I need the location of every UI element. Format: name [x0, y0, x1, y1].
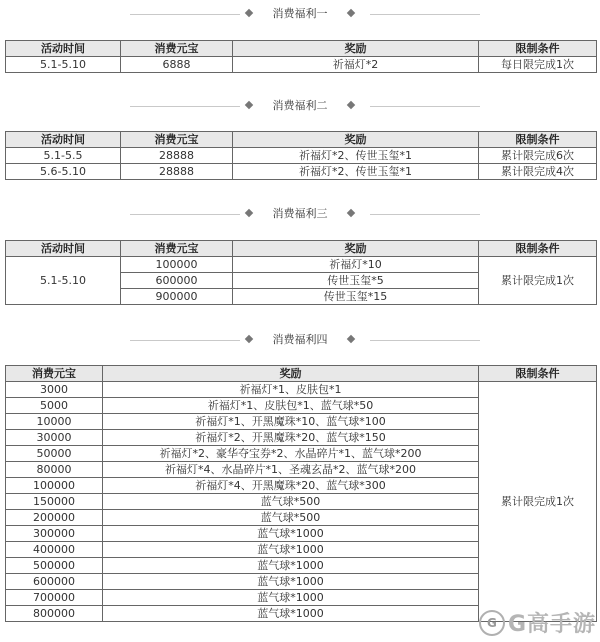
table-2 — [5, 131, 597, 180]
cell-amount: 3000 — [6, 382, 103, 398]
cell-amount: 500000 — [6, 558, 103, 574]
col-header-time: 活动时间 — [6, 132, 121, 148]
col-header-limit: 限制条件 — [479, 41, 597, 57]
cell-reward: 祈福灯*2、开黑魔珠*20、蓝气球*150 — [103, 430, 479, 446]
cell-reward: 祈福灯*10 — [233, 257, 479, 273]
cell-amount: 600000 — [6, 574, 103, 590]
table-header-row — [6, 132, 597, 148]
cell-amount: 80000 — [6, 462, 103, 478]
watermark — [479, 607, 596, 638]
table-row — [6, 57, 597, 73]
col-header-reward: 奖励 — [103, 366, 479, 382]
table-1 — [5, 40, 597, 73]
cell-amount: 5000 — [6, 398, 103, 414]
section-title-text: 消费福利一 — [272, 7, 328, 20]
cell-limit: 累计限完成1次 — [479, 257, 597, 305]
table-row — [6, 148, 597, 164]
col-header-amount: 消费元宝 — [121, 241, 233, 257]
section-title-2 — [0, 96, 600, 116]
cell-reward: 传世玉玺*5 — [233, 273, 479, 289]
col-header-time: 活动时间 — [6, 241, 121, 257]
cell-amount: 28888 — [121, 164, 233, 180]
table-row — [6, 257, 597, 273]
cell-limit: 累计限完成6次 — [479, 148, 597, 164]
cell-reward: 传世玉玺*15 — [233, 289, 479, 305]
col-header-time: 活动时间 — [6, 41, 121, 57]
cell-amount: 300000 — [6, 526, 103, 542]
cell-reward: 蓝气球*1000 — [103, 606, 479, 622]
gaoshou-logo-icon: G — [479, 610, 505, 636]
cell-reward: 祈福灯*2、传世玉玺*1 — [233, 148, 479, 164]
cell-amount: 10000 — [6, 414, 103, 430]
col-header-amount: 消费元宝 — [121, 41, 233, 57]
cell-reward: 蓝气球*1000 — [103, 574, 479, 590]
cell-reward: 祈福灯*2、豪华夺宝券*2、水晶碎片*1、蓝气球*200 — [103, 446, 479, 462]
cell-amount: 100000 — [121, 257, 233, 273]
cell-time: 5.6-5.10 — [6, 164, 121, 180]
cell-amount: 6888 — [121, 57, 233, 73]
section-title-4 — [0, 330, 600, 350]
cell-reward: 蓝气球*1000 — [103, 558, 479, 574]
cell-amount: 30000 — [6, 430, 103, 446]
col-header-limit: 限制条件 — [479, 132, 597, 148]
section-title-text: 消费福利三 — [272, 207, 328, 220]
table-header-row — [6, 41, 597, 57]
col-header-amount: 消费元宝 — [121, 132, 233, 148]
cell-amount: 200000 — [6, 510, 103, 526]
table-3 — [5, 240, 597, 305]
section-title-text: 消费福利二 — [272, 99, 328, 112]
col-header-limit: 限制条件 — [479, 241, 597, 257]
cell-amount: 700000 — [6, 590, 103, 606]
cell-amount: 100000 — [6, 478, 103, 494]
cell-reward: 祈福灯*4、开黑魔珠*20、蓝气球*300 — [103, 478, 479, 494]
cell-limit: 累计限完成4次 — [479, 164, 597, 180]
cell-reward: 蓝气球*500 — [103, 510, 479, 526]
cell-limit: 累计限完成1次 — [479, 382, 597, 622]
cell-reward: 蓝气球*1000 — [103, 542, 479, 558]
section-title-text: 消费福利四 — [272, 333, 328, 346]
cell-amount: 50000 — [6, 446, 103, 462]
watermark-text: G高手游 — [507, 612, 596, 637]
cell-reward: 祈福灯*1、皮肤包*1、蓝气球*50 — [103, 398, 479, 414]
section-title-3 — [0, 204, 600, 224]
section-title-1 — [0, 4, 600, 24]
col-header-reward: 奖励 — [233, 241, 479, 257]
table-row — [6, 164, 597, 180]
cell-reward: 蓝气球*1000 — [103, 526, 479, 542]
table-header-row — [6, 366, 597, 382]
col-header-amount: 消费元宝 — [6, 366, 103, 382]
table-row — [6, 382, 597, 398]
cell-amount: 150000 — [6, 494, 103, 510]
cell-amount: 28888 — [121, 148, 233, 164]
cell-amount: 400000 — [6, 542, 103, 558]
cell-limit: 每日限完成1次 — [479, 57, 597, 73]
cell-reward: 祈福灯*4、水晶碎片*1、圣魂玄晶*2、蓝气球*200 — [103, 462, 479, 478]
cell-amount: 600000 — [121, 273, 233, 289]
table-header-row — [6, 241, 597, 257]
cell-reward: 蓝气球*1000 — [103, 590, 479, 606]
cell-time: 5.1-5.10 — [6, 57, 121, 73]
cell-amount: 800000 — [6, 606, 103, 622]
col-header-reward: 奖励 — [233, 132, 479, 148]
table-4 — [5, 365, 597, 622]
cell-reward: 蓝气球*500 — [103, 494, 479, 510]
cell-reward: 祈福灯*1、开黑魔珠*10、蓝气球*100 — [103, 414, 479, 430]
cell-reward: 祈福灯*2、传世玉玺*1 — [233, 164, 479, 180]
col-header-reward: 奖励 — [233, 41, 479, 57]
cell-time: 5.1-5.5 — [6, 148, 121, 164]
col-header-limit: 限制条件 — [479, 366, 597, 382]
cell-time: 5.1-5.10 — [6, 257, 121, 305]
cell-reward: 祈福灯*1、皮肤包*1 — [103, 382, 479, 398]
cell-reward: 祈福灯*2 — [233, 57, 479, 73]
cell-amount: 900000 — [121, 289, 233, 305]
